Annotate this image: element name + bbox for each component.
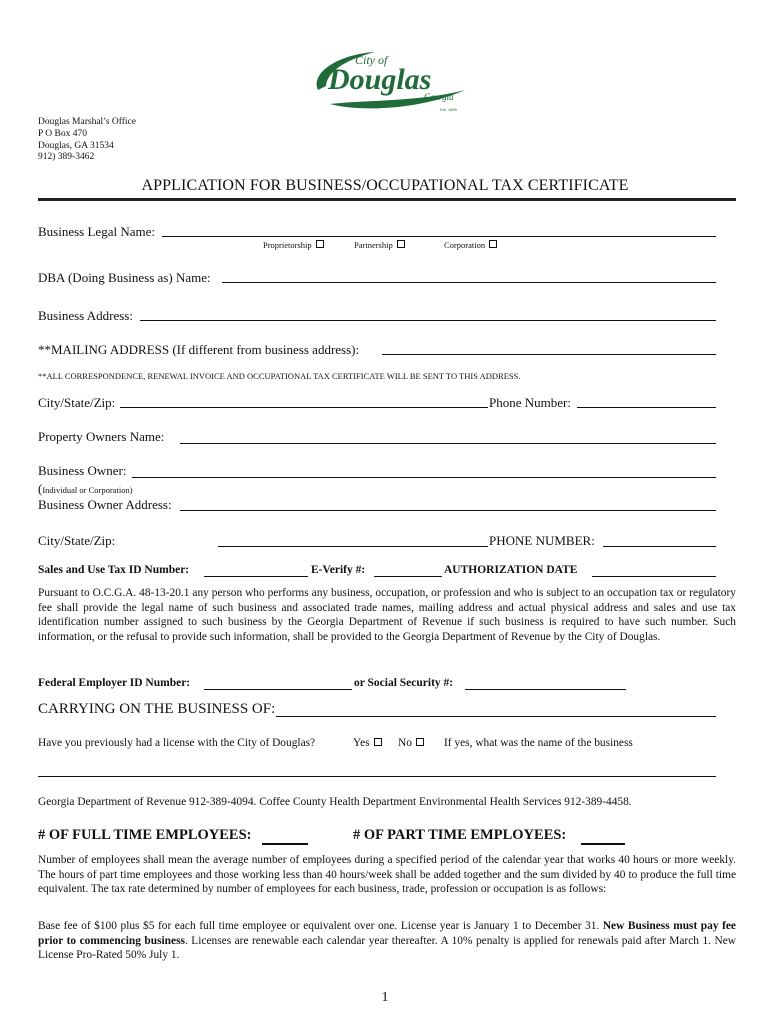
federal-id-label: Federal Employer ID Number: [38,677,191,689]
yes-label: Yes [353,737,370,749]
phone-number-label: Phone Number: [489,395,571,410]
proprietorship-option[interactable] [263,240,324,250]
logo-name: Douglas [328,63,432,96]
everify-field[interactable] [374,576,442,577]
business-owner-field[interactable] [132,477,716,478]
city-state-zip-2-label: City/State/Zip: [38,533,116,548]
business-owner-address-field[interactable] [180,510,716,511]
mailing-address-label: **MAILING ADDRESS (If different from business address): [38,342,360,357]
form-title: APPLICATION FOR BUSINESS/OCCUPATIONAL TAX CERTIFICATE [141,177,629,194]
if-yes-label: If yes, what was the name of the business [444,737,633,749]
business-legal-name-label: Business Legal Name: [38,224,155,239]
phone-number-field[interactable] [577,407,716,408]
fee-paragraph [38,919,736,963]
business-address-label: Business Address: [38,308,133,323]
carrying-on-label: CARRYING ON THE BUSINESS OF: [38,701,276,717]
city-state-zip-field[interactable] [120,407,488,408]
part-time-employees-field[interactable] [581,843,625,845]
sales-tax-label: Sales and Use Tax ID Number: [38,564,190,576]
city-state-zip-2-field[interactable] [218,546,488,547]
logo-est: Est. 1899 [440,107,457,112]
dba-field[interactable] [222,282,716,283]
federal-id-field[interactable] [204,689,352,690]
proprietorship-label: Proprietorship [263,240,312,250]
previous-license-label: Have you previously had a license with the City of Douglas? [38,737,316,749]
full-time-employees-label: # OF FULL TIME EMPLOYEES: [38,827,252,843]
authorization-date-label: AUTHORIZATION DATE [444,564,578,576]
no-label: No [398,737,412,749]
business-owner-label: Business Owner: [38,463,127,478]
ssn-label: or Social Security #: [354,677,454,689]
no-checkbox[interactable] [416,738,424,746]
office-line-3: Douglas, GA 31534 [38,140,114,151]
business-address-field[interactable] [140,320,716,321]
individual-note-text: Individual or Corporation) [42,485,133,495]
office-line-1: Douglas Marshal’s Office [38,117,136,127]
fee-text-2: . Licenses are renewable each calendar year thereafter. A 10% penalty is applied for renewals paid after March 1. New License Pro-Rated 50% July 1. [38,934,736,962]
full-time-employees-field[interactable] [262,843,308,845]
ocga-paragraph: Pursuant to O.C.G.A. 48-13-20.1 any person who performs any business, occupation, or profession and who is subject to an occupation tax or regulatory fee shall provide the legal name of such business and associated trade names, mailing address and actual physical address and sales and use tax identification number assigned to such business by the Georgia Department of Revenue if such business is required to have such number. Such information, or the refusal to provide such information, shall be provided to the Georgia Department of Revenue by the City of Douglas. [38,587,736,643]
partnership-option[interactable] [354,240,405,250]
fee-text-bold: New Business must pay fee prior to commencing business [38,920,736,947]
proprietorship-checkbox[interactable] [316,240,324,248]
corporation-option[interactable] [444,240,497,250]
office-line-4: 912) 389-3462 [38,152,95,163]
mailing-address-field[interactable] [382,354,716,355]
corporation-checkbox[interactable] [489,240,497,248]
property-owners-label: Property Owners Name: [38,429,165,444]
sales-tax-field[interactable] [204,576,308,577]
yes-option[interactable] [353,737,382,749]
individual-note [38,480,133,498]
part-time-employees-label: # OF PART TIME EMPLOYEES: [353,827,567,843]
business-owner-address-label: Business Owner Address: [38,497,172,512]
office-line-2: P O Box 470 [38,128,88,139]
carrying-on-field[interactable] [276,716,716,717]
everify-label: E-Verify #: [311,564,366,576]
douglas-logo-graphic [300,42,470,117]
authorization-date-field[interactable] [592,576,716,577]
ssn-field[interactable] [465,689,626,690]
phone-number-2-label: PHONE NUMBER: [489,533,595,548]
logo-city-of: City of [355,53,388,67]
corporation-label: Corporation [444,240,486,250]
individual-note-paren: ( [38,481,43,496]
city-logo [300,42,470,117]
phone-number-2-field[interactable] [603,546,716,547]
fee-text-1: Base fee of $100 plus $5 for each full time employee or equivalent over one. License year is January 1 to December 31. [38,920,600,932]
city-state-zip-label: City/State/Zip: [38,395,116,410]
partnership-checkbox[interactable] [397,240,405,248]
yes-checkbox[interactable] [374,738,382,746]
partnership-label: Partnership [354,240,393,250]
dba-label: DBA (Doing Business as) Name: [38,270,211,285]
employees-paragraph: Number of employees shall mean the average number of employees during a specified period of the calendar year that works 40 hours or more weekly. The hours of part time employees and those working less than 40 hours/week shall be added together and the sum divided by 40 to produce the full time equivalent. The tax rate determined by number of employees for each business, trade, profession or occupation is as follows: [38,854,736,896]
property-owners-field[interactable] [180,443,716,444]
office-address [38,117,136,164]
mailing-note: **ALL CORRESPONDENCE, RENEWAL INVOICE AND OCCUPATIONAL TAX CERTIFICATE WILL BE SENT TO THIS ADDRESS. [38,371,521,381]
business-legal-name-field[interactable] [162,236,716,237]
logo-state: Georgia [424,92,454,102]
page-number: 1 [381,990,389,1005]
no-option[interactable] [398,737,424,749]
previous-business-name-field[interactable] [38,776,716,777]
title-rule [38,198,736,201]
contacts-line: Georgia Department of Revenue 912-389-4094. Coffee County Health Department Environmental Health Services 912-389-4458. [38,796,632,808]
